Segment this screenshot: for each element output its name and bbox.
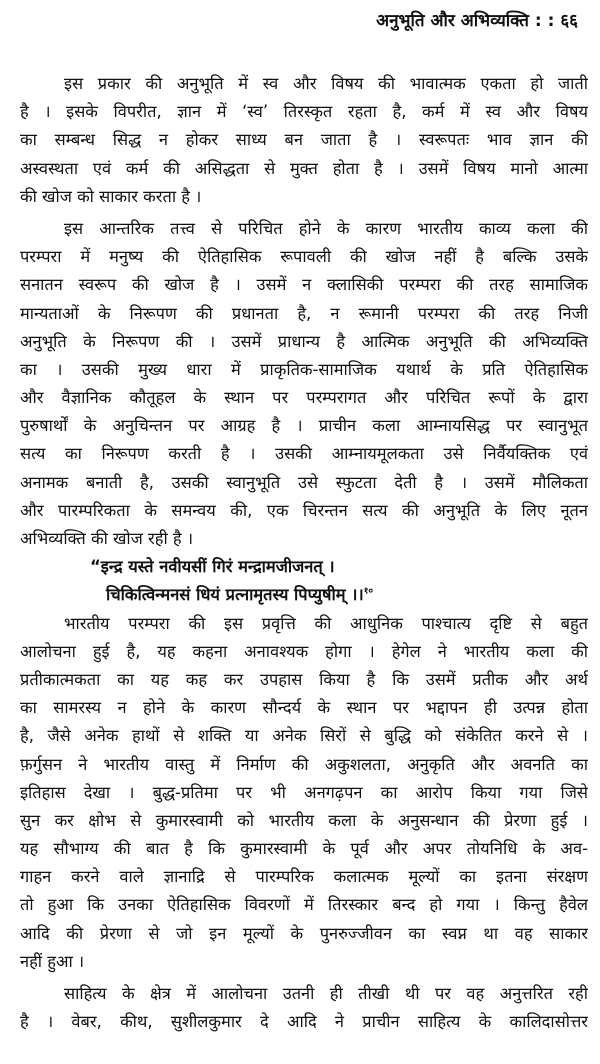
text-line: परम्परा में मनुष्य की ऐतिहासिक रूपावली की खोज नहीं है बल्कि उसके — [20, 247, 588, 267]
paragraph — [20, 215, 588, 553]
text-line: अस्वस्थता एवं कर्म की असिद्धता से मुक्त होता है । उसमें विषय मानो आत्मा — [20, 158, 588, 178]
text-line: पुरुषार्थों के अनुचिन्तन पर आग्रह है । प्राचीन कला आम्नायसिद्ध पर स्वानुभूत — [20, 416, 588, 436]
body-text — [20, 70, 588, 1036]
text-line: इस प्रकार की अनुभूति में स्व और विषय की भावात्मक एकता हो जाती — [64, 74, 588, 93]
verse-line — [20, 581, 588, 609]
paragraph — [20, 980, 588, 1036]
text-line: की खोज को साकार करता है । — [20, 186, 202, 206]
text-line: नहीं हुआ । — [20, 951, 85, 971]
text-line: सनातन स्वरूप की खोज है । उसमें न क्लासिकी परम्परा की तरह सामाजिक — [20, 275, 588, 295]
text-line: आलोचना हुई है, यह कहना अनावश्यक होगा । हेगेल ने भारतीय कला की — [20, 641, 588, 661]
text-line: आदि की प्रेरणा से जो इन मूल्यों के पुनरुज्जीवन का स्वप्न था वह साकार — [20, 923, 588, 943]
text-line: है । वेबर, कीथ, सुशीलकुमार दे आदि ने प्राचीन साहित्य के कालिदासोत्तर — [20, 1012, 588, 1032]
paragraph — [20, 610, 588, 976]
text-line: का सामरस्य न होने के कारण सौन्दर्य के स्थान पर भद्दापन ही उत्पन्न होता — [20, 698, 588, 718]
text-line: अनामक बनाती है, उसकी स्वानुभूति उसे स्फुटता देती है । उसमें मौलिकता — [20, 472, 588, 492]
paragraph — [20, 70, 588, 211]
text-line: सत्य का निरूपण करती है । उसकी आम्नायमूलकता उसे निर्वैयक्तिक एवं — [20, 444, 588, 464]
text-line: सुन कर क्षोभ से कुमारस्वामी को भारतीय कला के अनुसन्धान की प्रेरणा हुई । — [20, 810, 588, 830]
text-line: और वैज्ञानिक कौतूहल के स्थान पर परम्परागत और परिचित रूपों के द्वारा — [20, 388, 588, 408]
verse-line-text: चिकित्विन्मनसं धियं प्रत्नामृतस्य पिप्युषीम् ।। — [106, 585, 364, 605]
text-line: है । इसके विपरीत, ज्ञान में ‘स्व’ तिरस्कृत रहता है, कर्म में स्व और विषय — [20, 102, 588, 122]
text-line: अनुभूति के निरूपण की । उसमें प्राधान्य है आत्मिक अनुभूति की अभिव्यक्ति — [20, 331, 588, 351]
text-line: साहित्य के क्षेत्र में आलोचना उतनी ही तीखी थी पर वह अनुत्तरित रही — [64, 984, 588, 1003]
text-line: का सम्बन्ध सिद्ध न होकर साध्य बन जाता है । स्वरूपतः भाव ज्ञान की — [20, 130, 588, 150]
footnote-marker: १० — [363, 586, 374, 597]
text-line: फ़र्गुसन ने भारतीय वास्तु में निर्माण की अकुशलता, अनुकृति और अवनति का — [20, 754, 588, 774]
text-line: गाहन करने वाले ज्ञानाद्रि से पारम्परिक कलात्मक मूल्यों का इतना संरक्षण — [20, 867, 588, 887]
text-line: प्रतीकात्मकता का यह कह कर उपहास किया है कि उसमें प्रतीक और अर्थ — [20, 669, 588, 689]
text-line: इतिहास देखा । बुद्ध-प्रतिमा पर भी अनगढ़पन का आरोप किया गया जिसे — [20, 782, 588, 802]
text-line: इस आन्तरिक तत्त्व से परिचित होने के कारण भारतीय काव्य कला की — [64, 218, 588, 238]
text-line: भारतीय परम्परा की इस प्रवृत्ति की आधुनिक पाश्चात्य दृष्टि से बहुत — [64, 613, 588, 633]
text-line: तो हुआ कि उनका ऐतिहासिक विवरणों में तिरस्कार बन्द हो गया । किन्तु हैवेल — [20, 895, 588, 915]
verse-line: “इन्द्र यस्ते नवीयसीं गिरं मन्द्रामजीजनत् । — [90, 557, 335, 577]
text-line: अभिव्यक्ति की खोज रही है । — [20, 529, 194, 548]
running-header: अनुभूति और अभिव्यक्ति : : ६६ — [376, 11, 578, 31]
verse-quote — [20, 553, 588, 609]
text-line: का । उसकी मुख्य धारा में प्राकृतिक-सामाजिक यथार्थ के प्रति ऐतिहासिक — [20, 359, 588, 379]
text-line: यह सौभाग्य की बात है कि कुमारस्वामी के पूर्व और अपर तोयनिधि के अव- — [20, 839, 588, 859]
text-line: और पारम्परिकता के समन्वय की, एक चिरन्तन सत्य की अनुभूति के लिए नूतन — [20, 500, 588, 520]
text-line: है, जैसे अनेक हाथों से शक्ति या अनेक सिरों से बुद्धि को संकेतित करने से । — [20, 726, 588, 746]
text-line: मान्यताओं के निरूपण की प्रधानता है, न रूमानी परम्परा की तरह निजी — [20, 303, 588, 323]
